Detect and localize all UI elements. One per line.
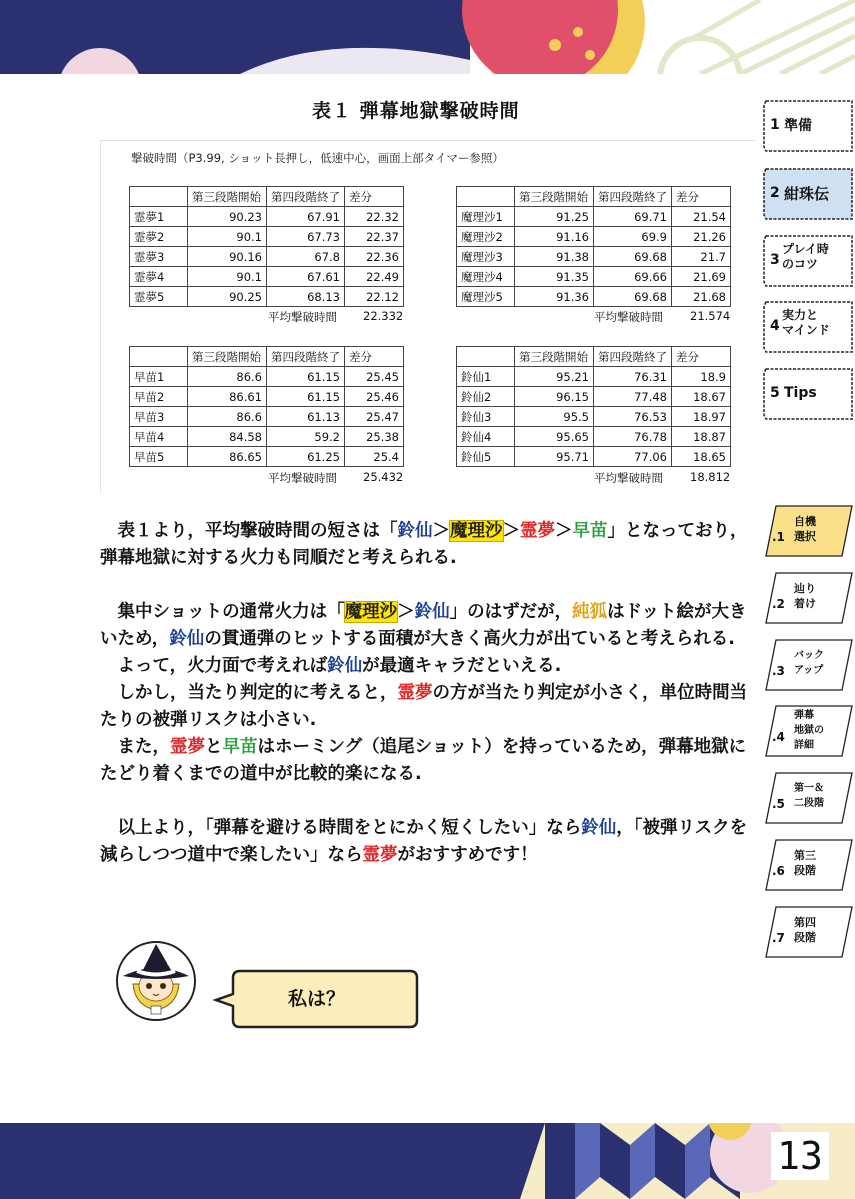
cell: 69.9	[594, 227, 672, 247]
cell: 18.65	[672, 447, 731, 467]
cell: 18.97	[672, 407, 731, 427]
cell: 86.61	[188, 387, 267, 407]
table-row	[457, 267, 731, 287]
section-tab-1[interactable]	[762, 504, 854, 558]
header-cell	[457, 347, 515, 367]
cell: 18.9	[672, 367, 731, 387]
header-decoration	[0, 0, 855, 74]
cell: 90.1	[188, 227, 267, 247]
cell: 18.87	[672, 427, 731, 447]
cell: 22.32	[345, 207, 404, 227]
cell: 67.61	[267, 267, 345, 287]
header-cell: 第三段階開始	[188, 347, 267, 367]
section-tab-5[interactable]	[762, 771, 854, 825]
cell: 21.68	[672, 287, 731, 307]
cell: 霊夢1	[130, 207, 188, 227]
header-cell: 第三段階開始	[515, 187, 594, 207]
cell: 90.25	[188, 287, 267, 307]
result-table-sanae	[129, 346, 404, 467]
cell: 25.4	[345, 447, 404, 467]
header-cell: 第四段階終了	[594, 187, 672, 207]
cell: 86.6	[188, 407, 267, 427]
cell: 早苗2	[130, 387, 188, 407]
cell: 21.54	[672, 207, 731, 227]
cell: 22.37	[345, 227, 404, 247]
table-row	[457, 387, 731, 407]
cell: 21.69	[672, 267, 731, 287]
cell: 21.26	[672, 227, 731, 247]
chapter-tab-number: 4	[770, 318, 780, 334]
cell: 霊夢5	[130, 287, 188, 307]
table-row	[130, 207, 404, 227]
avg-label: 平均撃破時間	[594, 471, 663, 485]
cell: 61.15	[267, 387, 345, 407]
section-tab-label: 弾幕 地獄の 詳細	[794, 710, 824, 751]
table-row	[457, 227, 731, 247]
avg-value: 25.432	[363, 470, 404, 484]
chapter-tab-1[interactable]	[762, 99, 854, 153]
result-table-reimu	[129, 186, 404, 307]
cell: 霊夢2	[130, 227, 188, 247]
chapter-tab-label: プレイ時 のコツ	[782, 242, 829, 271]
cell: 早苗1	[130, 367, 188, 387]
cell: 69.66	[594, 267, 672, 287]
chapter-tab-label: 準備	[784, 118, 812, 134]
avg-value: 18.812	[690, 470, 731, 484]
chapter-tab-5[interactable]	[762, 367, 854, 421]
cell: 90.23	[188, 207, 267, 227]
cell: 91.16	[515, 227, 594, 247]
table-row	[457, 367, 731, 387]
cell: 霊夢4	[130, 267, 188, 287]
cell: 67.91	[267, 207, 345, 227]
table-row	[130, 427, 404, 447]
paragraph: よって，火力面で考えれば鈴仙が最適キャラだといえる.	[100, 656, 562, 676]
cell: 69.68	[594, 287, 672, 307]
cell: 68.13	[267, 287, 345, 307]
cell: 22.36	[345, 247, 404, 267]
measurement-note: 撃破時間（P3.99, ショット長押し，低速中心，画面上部タイマー参照）	[131, 151, 504, 165]
header-cell: 差分	[345, 347, 404, 367]
cell: 90.16	[188, 247, 267, 267]
table-row	[130, 447, 404, 467]
header-cell: 第四段階終了	[267, 347, 345, 367]
cell: 90.1	[188, 267, 267, 287]
section-tab-label: 辿り 着け	[794, 582, 816, 610]
cell: 86.65	[188, 447, 267, 467]
cell: 76.31	[594, 367, 672, 387]
cell: 77.06	[594, 447, 672, 467]
article-body	[100, 518, 755, 869]
cell: 25.46	[345, 387, 404, 407]
cell: 59.2	[267, 427, 345, 447]
cell: 魔理沙1	[457, 207, 515, 227]
paragraph: 以上より，「弾幕を避ける時間をとにかく短くしたい」なら鈴仙，「被弾リスクを減らしつつ道中で楽したい」なら霊夢がおすすめです！	[100, 818, 748, 865]
cell: 69.68	[594, 247, 672, 267]
paragraph: 表１より，平均撃破時間の短さは「鈴仙＞魔理沙＞霊夢＞早苗」となっており，弾幕地獄に対する火力も同順だと考えられる.	[100, 521, 748, 568]
cell: 76.53	[594, 407, 672, 427]
speech-bubble-text: 私は？	[288, 988, 346, 1010]
header-cell: 差分	[672, 187, 731, 207]
table-row	[130, 267, 404, 287]
avg-label: 平均撃破時間	[268, 310, 337, 324]
cell: 魔理沙2	[457, 227, 515, 247]
chapter-tab-3[interactable]	[762, 234, 854, 288]
cell: 69.71	[594, 207, 672, 227]
section-tab-label: バック アップ	[794, 650, 824, 676]
header-cell: 差分	[345, 187, 404, 207]
cell: 86.6	[188, 367, 267, 387]
avg-value: 21.574	[690, 309, 731, 323]
avg-value: 22.332	[363, 309, 404, 323]
spreadsheet-image	[100, 140, 756, 493]
cell: 76.78	[594, 427, 672, 447]
avg-label: 平均撃破時間	[594, 310, 663, 324]
cell: 91.25	[515, 207, 594, 227]
cell: 95.71	[515, 447, 594, 467]
table-row	[130, 407, 404, 427]
section-tab-2[interactable]	[762, 571, 854, 625]
cell: 21.7	[672, 247, 731, 267]
section-tab-number: .5	[772, 797, 785, 811]
section-tab-4[interactable]	[762, 704, 854, 758]
header-cell: 第三段階開始	[188, 187, 267, 207]
cell: 早苗4	[130, 427, 188, 447]
page-number: 13	[771, 1132, 829, 1180]
paragraph: 集中ショットの通常火力は「魔理沙＞鈴仙」のはずだが，純狐はドット絵が大きいため，鈴仙の貫通弾のヒットする面積が大きく高火力が出ていると考えられる.	[100, 602, 747, 649]
cell: 96.15	[515, 387, 594, 407]
table-row	[457, 407, 731, 427]
avg-label: 平均撃破時間	[268, 471, 337, 485]
cell: 95.21	[515, 367, 594, 387]
header-cell: 第四段階終了	[594, 347, 672, 367]
header-cell: 第三段階開始	[515, 347, 594, 367]
cell: 77.48	[594, 387, 672, 407]
table-row	[457, 287, 731, 307]
header-cell	[130, 187, 188, 207]
table-row	[130, 247, 404, 267]
cell: 鈴仙3	[457, 407, 515, 427]
section-tab-6[interactable]	[762, 838, 854, 892]
cell: 22.12	[345, 287, 404, 307]
cell: 25.47	[345, 407, 404, 427]
section-tab-number: .7	[772, 931, 785, 945]
section-tab-number: .3	[772, 664, 785, 678]
chapter-tab-label: Tips	[784, 385, 817, 401]
section-tab-7[interactable]	[762, 905, 854, 959]
chapter-tab-number: 3	[770, 252, 780, 268]
cell: 67.73	[267, 227, 345, 247]
chapter-tab-2[interactable]	[762, 167, 854, 221]
chapter-tab-number: 5	[770, 385, 780, 401]
section-tab-number: .6	[772, 864, 785, 878]
cell: 魔理沙3	[457, 247, 515, 267]
section-tab-label: 自機 選択	[794, 515, 816, 543]
section-tab-3[interactable]	[762, 638, 854, 692]
section-tab-label: 第一＆ 二段階	[794, 783, 824, 809]
chapter-tab-number: 2	[770, 185, 780, 201]
cell: 95.5	[515, 407, 594, 427]
cell: 61.15	[267, 367, 345, 387]
cell: 25.38	[345, 427, 404, 447]
table-row	[130, 287, 404, 307]
section-tab-label: 第四 段階	[794, 916, 816, 944]
section-tab-number: .1	[772, 530, 785, 544]
table-row	[457, 247, 731, 267]
cell: 91.35	[515, 267, 594, 287]
cell: 84.58	[188, 427, 267, 447]
cell: 22.49	[345, 267, 404, 287]
cell: 18.67	[672, 387, 731, 407]
header-cell	[457, 187, 515, 207]
cell: 67.8	[267, 247, 345, 267]
chapter-tab-label: 実力と マインド	[782, 308, 830, 337]
header-cell: 差分	[672, 347, 731, 367]
paragraph: しかし，当たり判定的に考えると，霊夢の方が当たり判定が小さく，単位時間当たりの被弾リスクは小さい.	[100, 683, 748, 730]
cell: 早苗3	[130, 407, 188, 427]
cell: 91.38	[515, 247, 594, 267]
footer-decoration	[0, 1123, 855, 1199]
table-row	[457, 447, 731, 467]
table-row	[130, 227, 404, 247]
table-row	[457, 207, 731, 227]
cell: 25.45	[345, 367, 404, 387]
cell: 早苗5	[130, 447, 188, 467]
chapter-tab-4[interactable]	[762, 300, 854, 354]
table-row	[457, 427, 731, 447]
cell: 鈴仙4	[457, 427, 515, 447]
table-row	[130, 387, 404, 407]
paragraph: また，霊夢と早苗はホーミング（追尾ショット）を持っているため，弾幕地獄にたどり着くまでの道中が比較的楽になる.	[100, 737, 747, 784]
cell: 91.36	[515, 287, 594, 307]
cell: 鈴仙2	[457, 387, 515, 407]
marisa-avatar	[115, 940, 197, 1022]
header-cell	[130, 347, 188, 367]
cell: 魔理沙5	[457, 287, 515, 307]
cell: 霊夢3	[130, 247, 188, 267]
cell: 鈴仙5	[457, 447, 515, 467]
chapter-tab-label: 紺珠伝	[784, 185, 830, 203]
cell: 95.65	[515, 427, 594, 447]
header-cell: 第四段階終了	[267, 187, 345, 207]
result-table-marisa	[456, 186, 731, 307]
section-tab-number: .4	[772, 730, 785, 744]
section-tab-label: 第三 段階	[794, 849, 816, 877]
result-table-reisen	[456, 346, 731, 467]
cell: 鈴仙1	[457, 367, 515, 387]
cell: 61.13	[267, 407, 345, 427]
chapter-tab-number: 1	[770, 117, 780, 133]
cell: 61.25	[267, 447, 345, 467]
cell: 魔理沙4	[457, 267, 515, 287]
table-row	[130, 367, 404, 387]
table-title: 表１ 弾幕地獄撃破時間	[312, 100, 520, 122]
section-tab-number: .2	[772, 597, 785, 611]
